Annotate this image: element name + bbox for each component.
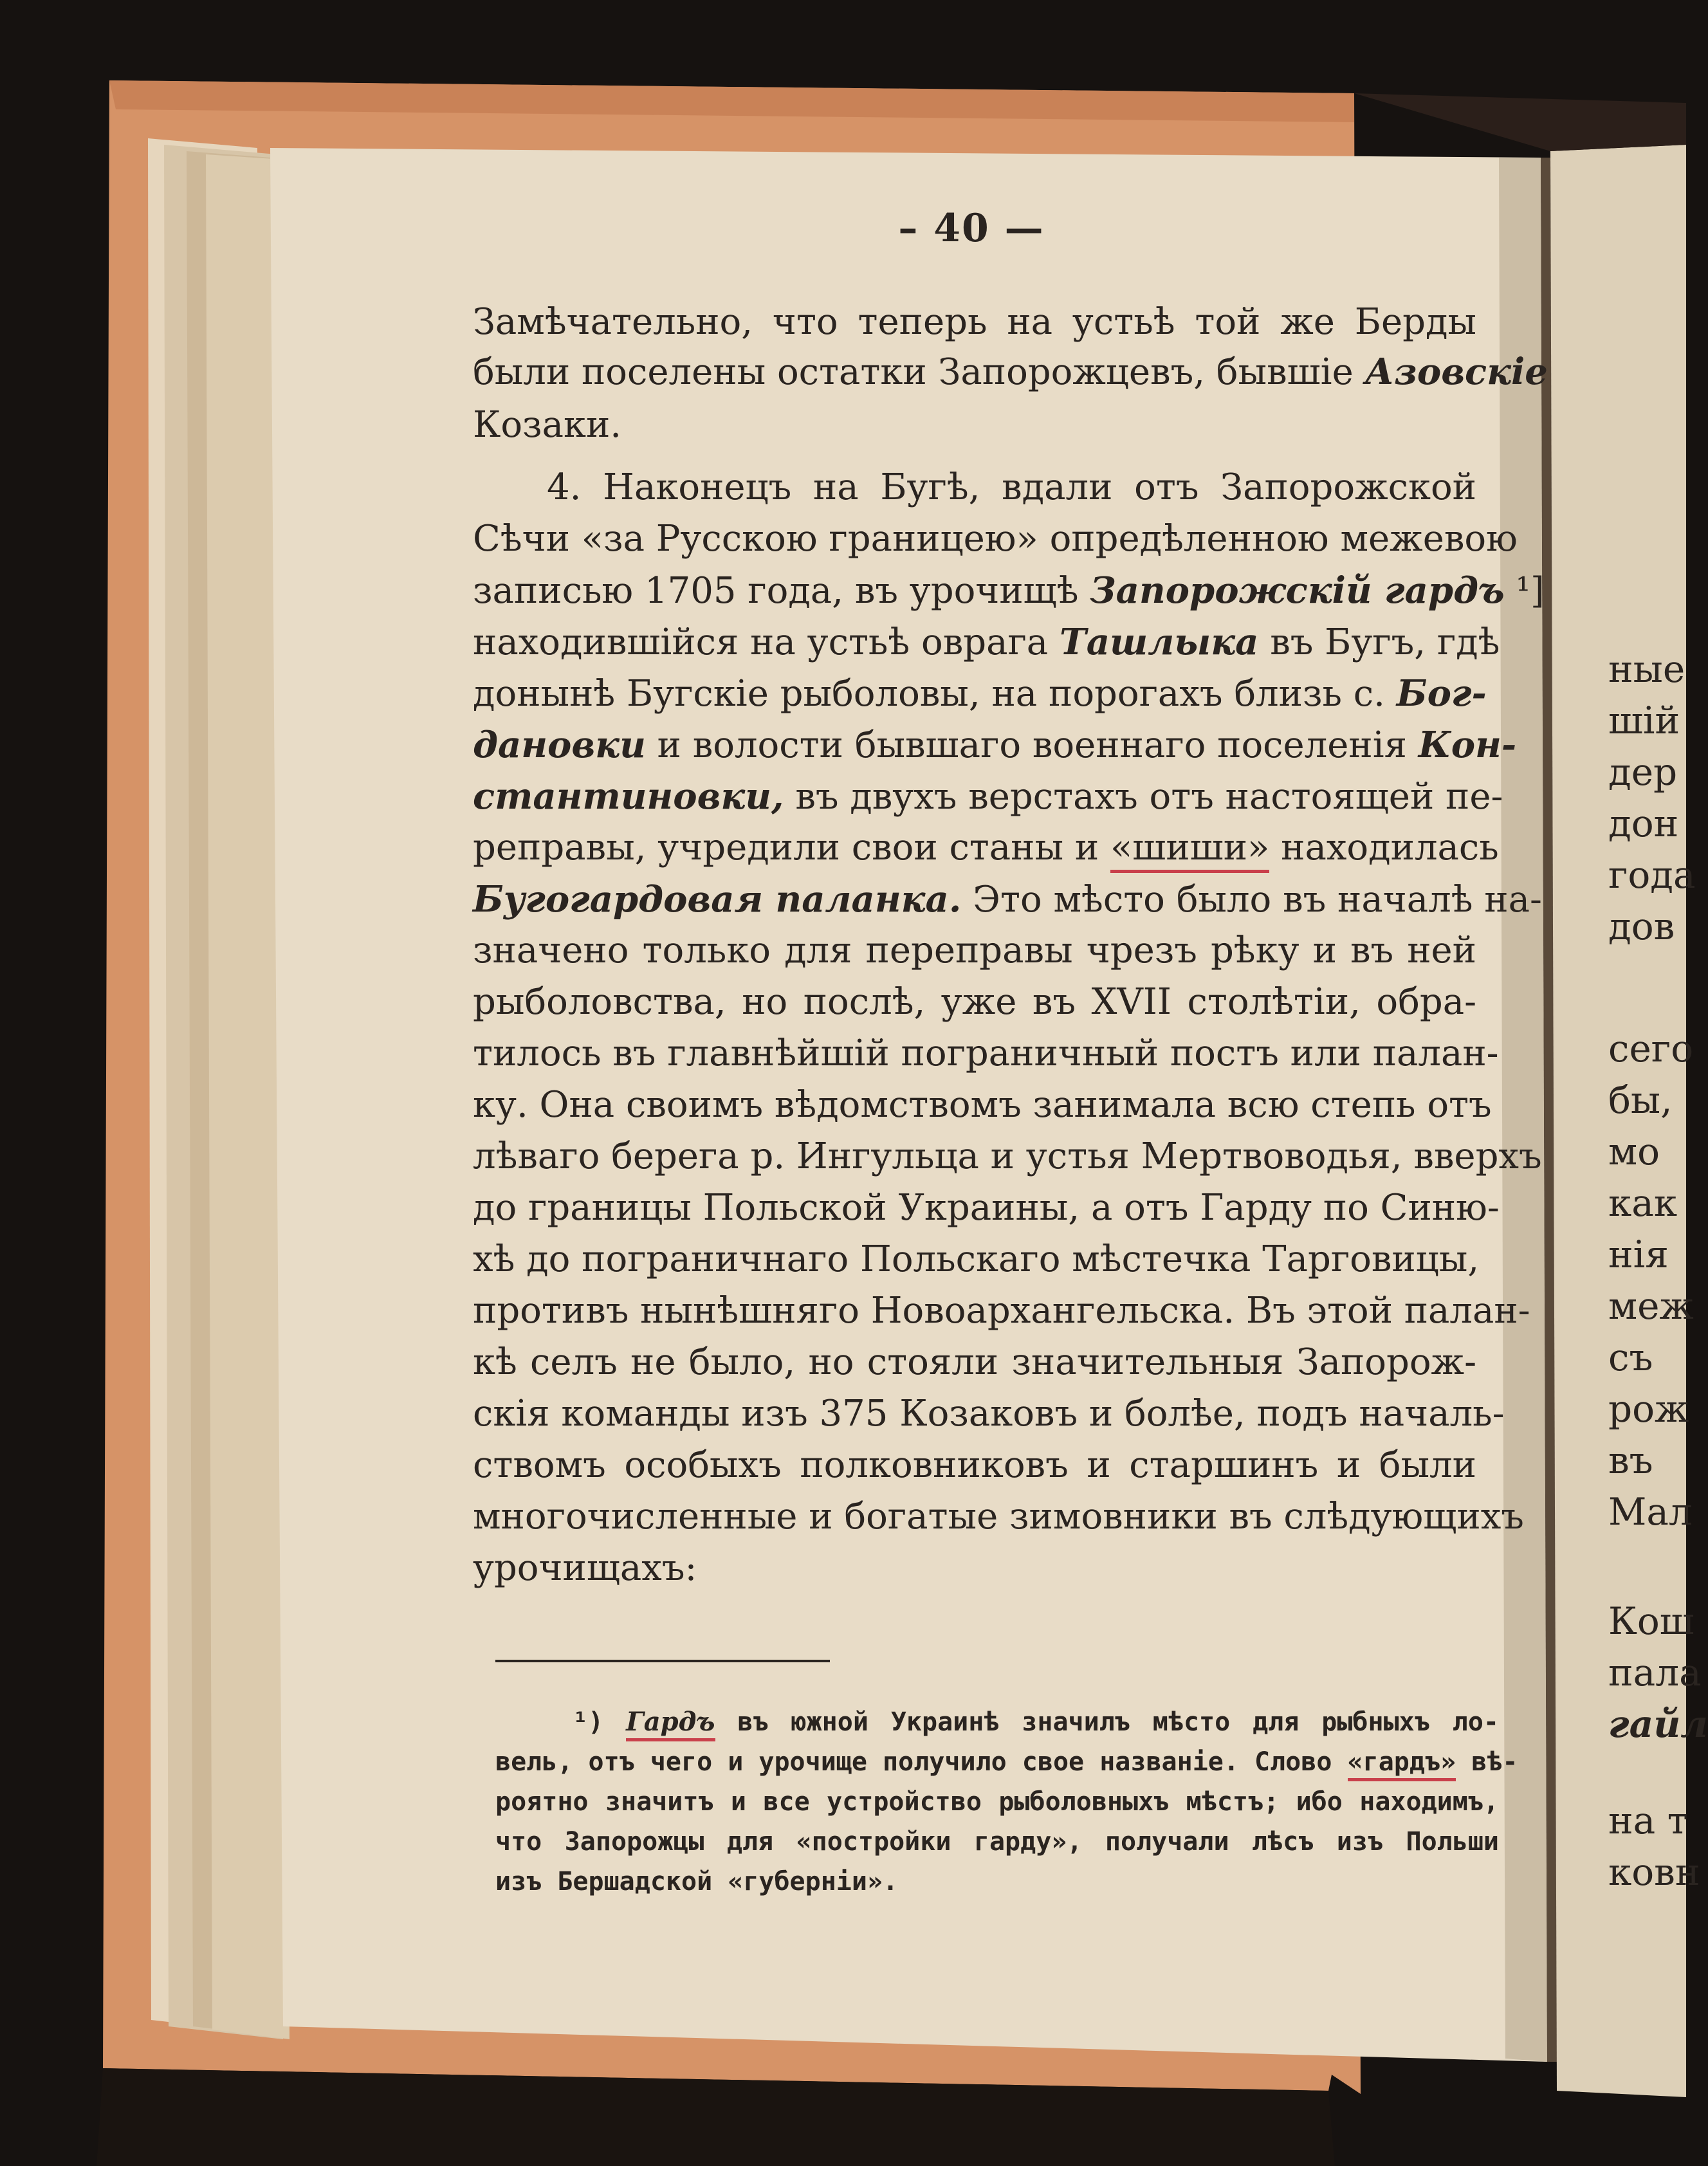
text-line: многочисленные и богатые зимовники въ слѣдующихъ	[473, 1496, 1524, 1537]
text-span: въ двухъ верстахъ отъ настоящей пе-	[795, 776, 1503, 818]
text-line: 4. Наконецъ на Бугѣ, вдали отъ Запорожской	[547, 466, 1476, 508]
text-span: въ Бугъ, гдѣ	[1270, 621, 1500, 663]
next-page-fragment: дон	[1608, 802, 1679, 845]
next-page-fragment: съ	[1608, 1335, 1653, 1379]
next-page-fragment: ные	[1608, 647, 1685, 691]
text-span: находившійся на устьѣ оврага	[473, 621, 1049, 663]
italic-term: Гардъ	[626, 1707, 715, 1741]
italic-term: Кон-	[1418, 724, 1517, 766]
text-span: вель, отъ чего и урочище получило свое названіе. Слово	[495, 1747, 1332, 1777]
text-line	[473, 567, 1545, 614]
text-span: вѣ-	[1471, 1747, 1518, 1777]
footnote-line: изъ Бершадской «губерніи».	[495, 1867, 899, 1896]
text-span: Это мѣсто было въ началѣ на-	[973, 879, 1542, 921]
footnote-line	[573, 1703, 1499, 1741]
text-line: лѣваго берега р. Ингульца и устья Мертвоводья, вверхъ	[473, 1135, 1542, 1177]
next-page-fragment: как	[1608, 1181, 1678, 1225]
text-span: донынѣ Бугскіе рыболовы, на порогахъ близь с.	[473, 673, 1385, 715]
page-number: – 40 —	[898, 206, 1045, 251]
next-page-fragment: бы,	[1608, 1078, 1673, 1122]
footnote-ref: ¹]	[1516, 570, 1545, 612]
text-line: до границы Польской Украины, а отъ Гарду по Синю-	[473, 1187, 1500, 1229]
underlined-word: «шиши»	[1110, 827, 1269, 873]
text-line: ствомъ особыхъ полковниковъ и старшинъ и были	[473, 1444, 1476, 1486]
text-span: находилась	[1281, 827, 1499, 868]
text-line: Козаки.	[473, 404, 622, 446]
text-line	[473, 670, 1487, 717]
text-line	[473, 876, 1542, 923]
text-line: значено только для переправы чрезъ рѣку и въ ней	[473, 930, 1476, 971]
footnote-line	[495, 1743, 1518, 1781]
next-page-fragment: дов	[1608, 904, 1675, 948]
text-line: тилось въ главнѣйшій пограничный постъ или палан-	[473, 1033, 1499, 1074]
italic-term: Азовскіе	[1364, 351, 1548, 393]
text-span: были поселены остатки Запорожцевъ, бывшіе	[473, 351, 1354, 393]
text-span: и волости бывшаго военнаго поселенія	[657, 724, 1407, 766]
next-page-fragment: сего	[1608, 1027, 1694, 1070]
footnote-divider	[495, 1660, 830, 1662]
text-line: рыболовства, но послѣ, уже въ XVII столѣтіи, обра-	[473, 981, 1476, 1023]
next-page-fragment: года	[1608, 853, 1696, 897]
next-page-fragment: нія	[1608, 1233, 1669, 1276]
next-page-fragment: меж	[1608, 1284, 1694, 1328]
text-span: въ южной Украинѣ значилъ мѣсто для рыбныхъ ло-	[737, 1707, 1499, 1737]
next-page-fragment: пала	[1608, 1651, 1702, 1694]
text-span: записью 1705 года, въ урочищѣ	[473, 570, 1079, 612]
text-line: урочищахъ:	[473, 1547, 697, 1589]
footnote-line: что Запорожцы для «постройки гарду», получали лѣсъ изъ Польши	[495, 1827, 1499, 1857]
italic-term: стантиновки,	[473, 775, 784, 818]
italic-term: Запорожскій гардъ	[1090, 569, 1505, 612]
underlined-word: «гардъ»	[1348, 1747, 1456, 1781]
next-page-fragment: шій	[1608, 699, 1680, 742]
next-page-fragment: рож	[1608, 1387, 1689, 1431]
next-page-fragment: на т	[1608, 1799, 1688, 1842]
text-line	[473, 349, 1548, 396]
text-line: ку. Она своимъ вѣдомствомъ занимала всю степь отъ	[473, 1084, 1492, 1126]
next-page-fragment: ковн	[1608, 1850, 1700, 1894]
text-line: хѣ до пограничнаго Польскаго мѣстечка Тарговицы,	[473, 1238, 1480, 1280]
footnote-marker: ¹)	[573, 1707, 604, 1737]
italic-term: дановки	[473, 724, 646, 766]
text-line: противъ нынѣшняго Новоархангельска. Въ этой палан-	[473, 1290, 1530, 1332]
text-line	[473, 722, 1517, 769]
text-line: Замѣчательно, что теперь на устьѣ той же Берды	[473, 301, 1476, 343]
text-line: кѣ селъ не было, но стояли значительныя Запорож-	[473, 1341, 1476, 1383]
next-page-fragment: Кош	[1608, 1599, 1694, 1643]
next-page-fragment: Мал	[1608, 1490, 1693, 1534]
text-line	[473, 773, 1503, 820]
text-span: реправы, учредили свои станы и	[473, 827, 1099, 868]
text-line	[473, 825, 1499, 871]
text-line: скія команды изъ 375 Козаковъ и болѣе, подъ началь-	[473, 1393, 1505, 1435]
text-line: Сѣчи «за Русскою границею» опредѣленною межевою	[473, 518, 1518, 560]
italic-term: Бог-	[1396, 672, 1487, 715]
next-page-fragment: мо	[1608, 1130, 1660, 1173]
italic-term: Бугогардовая паланка.	[473, 878, 962, 921]
footnote-line: роятно значитъ и все устройство рыболовныхъ мѣстъ; ибо находимъ,	[495, 1787, 1499, 1817]
next-page-fragment: въ	[1608, 1438, 1653, 1482]
italic-term: Ташлыка	[1060, 621, 1259, 663]
next-page-fragment: дер	[1608, 750, 1678, 794]
text-line	[473, 619, 1500, 666]
next-page-fragment: гайл	[1608, 1702, 1708, 1746]
